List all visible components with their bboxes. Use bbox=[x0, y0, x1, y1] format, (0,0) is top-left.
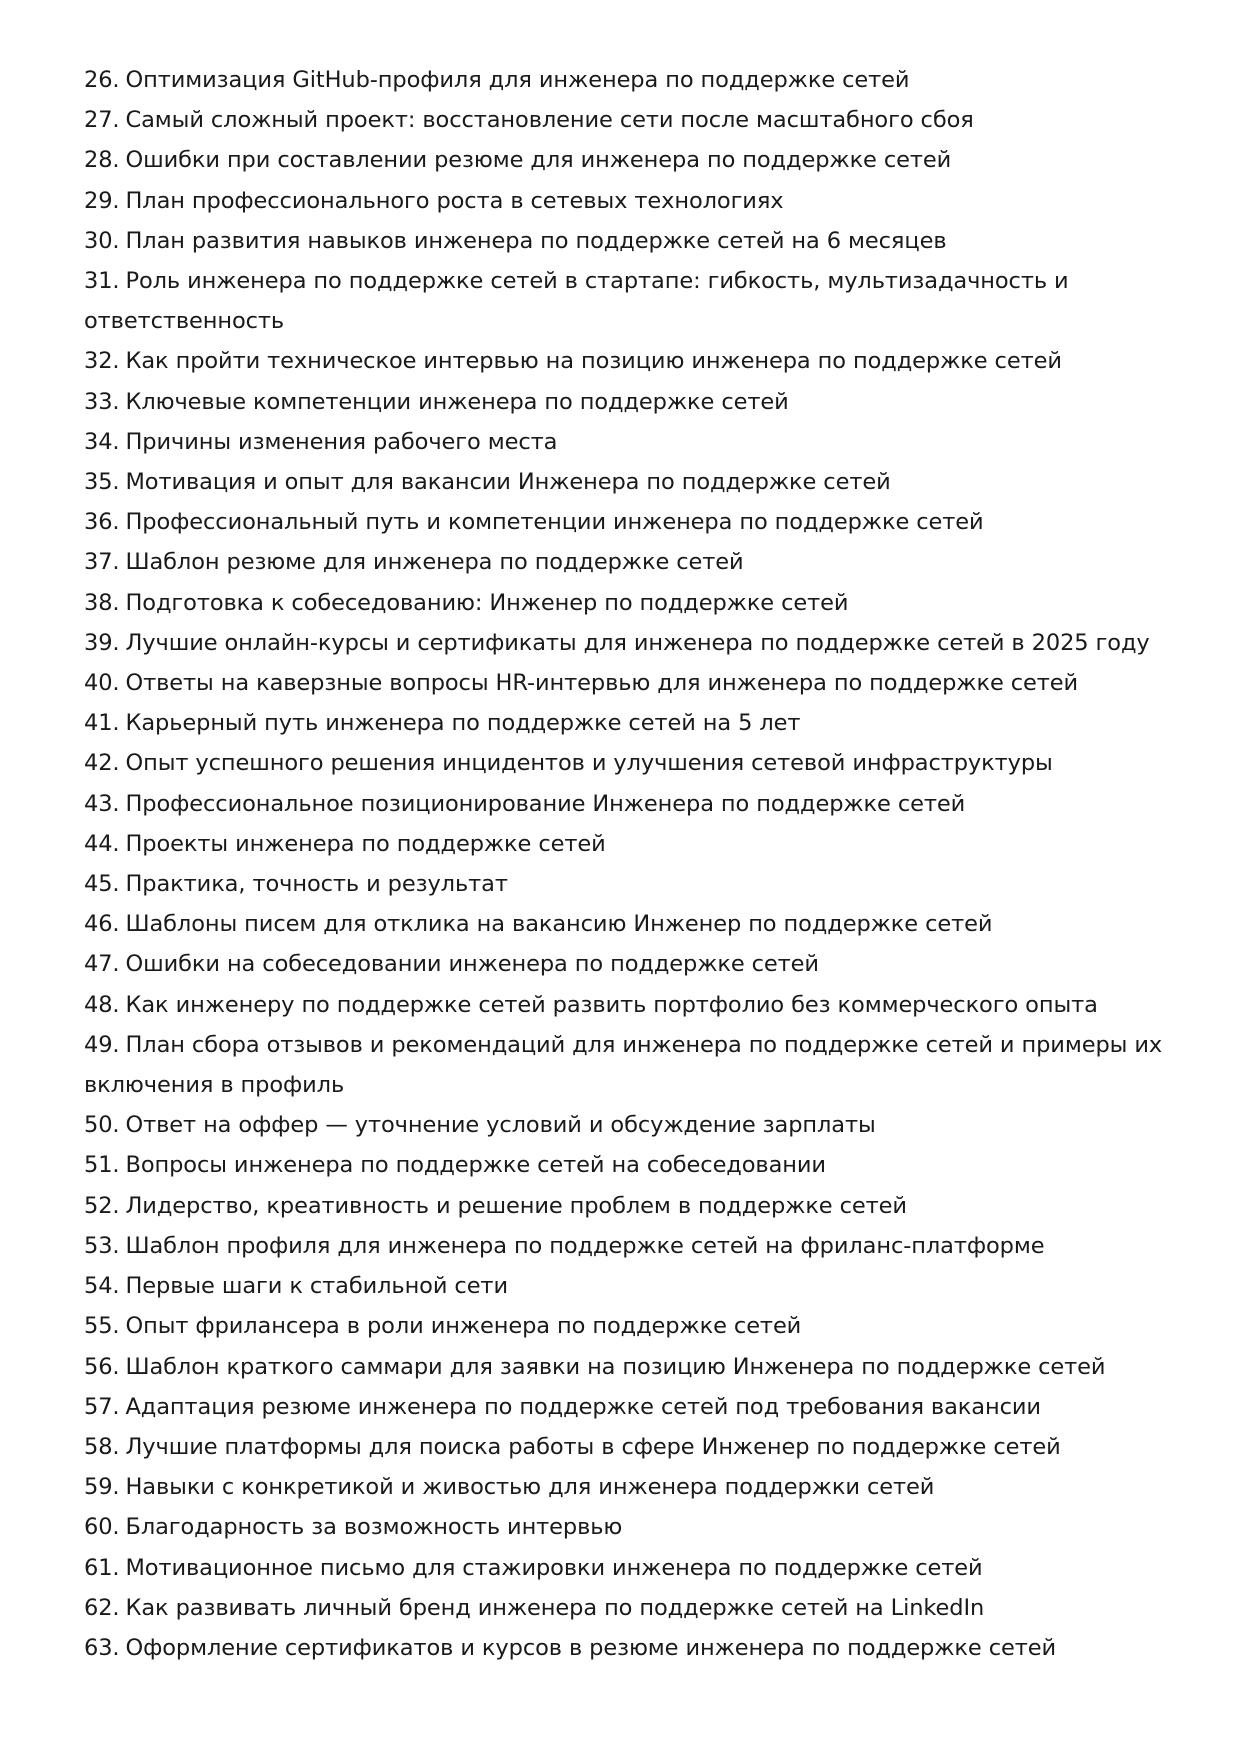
item-title: Ошибки на собеседовании инженера по поддержке сетей bbox=[125, 951, 819, 978]
list-item bbox=[84, 864, 1164, 904]
item-number: 32. bbox=[84, 348, 120, 375]
list-item bbox=[84, 583, 1164, 623]
item-title: Опыт успешного решения инцидентов и улучшения сетевой инфраструктуры bbox=[125, 750, 1053, 777]
item-title: Опыт фрилансера в роли инженера по поддержке сетей bbox=[125, 1313, 802, 1340]
item-number: 33. bbox=[84, 388, 120, 415]
item-number: 56. bbox=[84, 1353, 120, 1380]
list-item bbox=[84, 743, 1164, 783]
item-number: 51. bbox=[84, 1152, 120, 1179]
item-number: 53. bbox=[84, 1232, 120, 1259]
item-number: 40. bbox=[84, 670, 120, 697]
item-title: Шаблоны писем для отклика на вакансию Инженер по поддержке сетей bbox=[125, 911, 993, 938]
item-number: 49. bbox=[84, 1031, 120, 1058]
list-item bbox=[84, 100, 1164, 140]
item-number: 45. bbox=[84, 871, 120, 898]
item-title: Подготовка к собеседованию: Инженер по поддержке сетей bbox=[125, 589, 849, 616]
item-number: 57. bbox=[84, 1393, 120, 1420]
list-item bbox=[84, 1145, 1164, 1185]
item-title: Ответ на оффер — уточнение условий и обсуждение зарплаты bbox=[125, 1112, 876, 1139]
toc-list bbox=[84, 60, 1164, 1668]
list-item bbox=[84, 60, 1164, 100]
item-number: 39. bbox=[84, 629, 120, 656]
list-item bbox=[84, 1628, 1164, 1668]
item-number: 58. bbox=[84, 1433, 120, 1460]
list-item bbox=[84, 1186, 1164, 1226]
list-item bbox=[84, 382, 1164, 422]
item-title: Как инженеру по поддержке сетей развить портфолио без коммерческого опыта bbox=[125, 991, 1098, 1018]
list-item bbox=[84, 784, 1164, 824]
list-item bbox=[84, 824, 1164, 864]
item-number: 48. bbox=[84, 991, 120, 1018]
item-title: Карьерный путь инженера по поддержке сетей на 5 лет bbox=[125, 710, 801, 737]
item-title: Как пройти техническое интервью на позицию инженера по поддержке сетей bbox=[125, 348, 1062, 375]
item-number: 46. bbox=[84, 911, 120, 938]
item-title: Практика, точность и результат bbox=[125, 871, 508, 898]
item-title: Шаблон резюме для инженера по поддержке сетей bbox=[125, 549, 744, 576]
list-item bbox=[84, 140, 1164, 180]
item-number: 41. bbox=[84, 710, 120, 737]
item-title: Лидерство, креативность и решение проблем в поддержке сетей bbox=[125, 1192, 907, 1219]
list-item bbox=[84, 1588, 1164, 1628]
list-item bbox=[84, 1427, 1164, 1467]
item-number: 43. bbox=[84, 790, 120, 817]
list-item bbox=[84, 422, 1164, 462]
item-title: План сбора отзывов и рекомендаций для инженера по поддержке сетей и примеры их включения в профиль bbox=[84, 1031, 1163, 1099]
list-item bbox=[84, 1467, 1164, 1507]
list-item bbox=[84, 1347, 1164, 1387]
item-number: 59. bbox=[84, 1474, 120, 1501]
item-title: Самый сложный проект: восстановление сети после масштабного сбоя bbox=[125, 107, 974, 134]
item-title: Ошибки при составлении резюме для инженера по поддержке сетей bbox=[125, 147, 952, 174]
item-title: Роль инженера по поддержке сетей в стартапе: гибкость, мультизадачность и ответственность bbox=[84, 268, 1069, 335]
list-item bbox=[84, 1226, 1164, 1266]
item-number: 62. bbox=[84, 1594, 120, 1621]
list-item bbox=[84, 221, 1164, 261]
item-number: 29. bbox=[84, 187, 120, 214]
list-item bbox=[84, 1507, 1164, 1547]
list-item bbox=[84, 1387, 1164, 1427]
item-number: 42. bbox=[84, 750, 120, 777]
item-number: 47. bbox=[84, 951, 120, 978]
item-title: Адаптация резюме инженера по поддержке сетей под требования вакансии bbox=[125, 1393, 1041, 1420]
item-number: 35. bbox=[84, 469, 120, 496]
item-number: 61. bbox=[84, 1554, 120, 1581]
item-title: Вопросы инженера по поддержке сетей на собеседовании bbox=[125, 1152, 826, 1179]
item-title: Мотивационное письмо для стажировки инженера по поддержке сетей bbox=[125, 1554, 983, 1581]
item-number: 60. bbox=[84, 1514, 120, 1541]
item-title: Причины изменения рабочего места bbox=[125, 428, 558, 455]
list-item bbox=[84, 1105, 1164, 1145]
item-title: Профессиональный путь и компетенции инженера по поддержке сетей bbox=[125, 509, 984, 536]
list-item bbox=[84, 542, 1164, 582]
item-title: Профессиональное позиционирование Инженера по поддержке сетей bbox=[125, 790, 966, 817]
item-number: 36. bbox=[84, 509, 120, 536]
list-item bbox=[84, 703, 1164, 743]
item-number: 54. bbox=[84, 1273, 120, 1300]
list-item bbox=[84, 181, 1164, 221]
item-number: 55. bbox=[84, 1313, 120, 1340]
item-title: Благодарность за возможность интервью bbox=[125, 1514, 623, 1541]
item-title: Мотивация и опыт для вакансии Инженера по поддержке сетей bbox=[125, 469, 891, 496]
item-title: Ключевые компетенции инженера по поддержке сетей bbox=[125, 388, 789, 415]
list-item bbox=[84, 904, 1164, 944]
item-title: Шаблон профиля для инженера по поддержке сетей на фриланс-платформе bbox=[125, 1232, 1045, 1259]
item-title: Лучшие онлайн-курсы и сертификаты для инженера по поддержке сетей в 2025 году bbox=[125, 629, 1150, 656]
item-title: Оформление сертификатов и курсов в резюме инженера по поддержке сетей bbox=[125, 1634, 1056, 1661]
item-title: Проекты инженера по поддержке сетей bbox=[125, 830, 606, 857]
list-item bbox=[84, 663, 1164, 703]
item-number: 38. bbox=[84, 589, 120, 616]
document-page bbox=[84, 60, 1164, 1668]
item-number: 28. bbox=[84, 147, 120, 174]
list-item bbox=[84, 341, 1164, 381]
list-item bbox=[84, 1025, 1164, 1105]
item-title: План развития навыков инженера по поддержке сетей на 6 месяцев bbox=[125, 227, 947, 254]
list-item bbox=[84, 623, 1164, 663]
list-item bbox=[84, 1306, 1164, 1346]
list-item bbox=[84, 985, 1164, 1025]
item-title: План профессионального роста в сетевых технологиях bbox=[125, 187, 784, 214]
item-title: Первые шаги к стабильной сети bbox=[125, 1273, 508, 1300]
item-title: Шаблон краткого саммари для заявки на позицию Инженера по поддержке сетей bbox=[125, 1353, 1106, 1380]
item-number: 26. bbox=[84, 67, 120, 93]
item-title: Оптимизация GitHub-профиля для инженера по поддержке сетей bbox=[125, 67, 910, 93]
list-item bbox=[84, 502, 1164, 542]
item-number: 37. bbox=[84, 549, 120, 576]
item-number: 63. bbox=[84, 1634, 120, 1661]
list-item bbox=[84, 261, 1164, 341]
item-number: 44. bbox=[84, 830, 120, 857]
item-title: Ответы на каверзные вопросы HR-интервью для инженера по поддержке сетей bbox=[125, 670, 1079, 697]
item-number: 30. bbox=[84, 227, 120, 254]
item-number: 31. bbox=[84, 268, 120, 295]
item-number: 50. bbox=[84, 1112, 120, 1139]
list-item bbox=[84, 1266, 1164, 1306]
item-title: Как развивать личный бренд инженера по поддержке сетей на LinkedIn bbox=[125, 1594, 985, 1621]
item-title: Лучшие платформы для поиска работы в сфере Инженер по поддержке сетей bbox=[125, 1433, 1061, 1460]
item-number: 27. bbox=[84, 107, 120, 134]
list-item bbox=[84, 944, 1164, 984]
list-item bbox=[84, 462, 1164, 502]
item-title: Навыки с конкретикой и живостью для инженера поддержки сетей bbox=[125, 1474, 935, 1501]
list-item bbox=[84, 1548, 1164, 1588]
item-number: 52. bbox=[84, 1192, 120, 1219]
item-number: 34. bbox=[84, 428, 120, 455]
